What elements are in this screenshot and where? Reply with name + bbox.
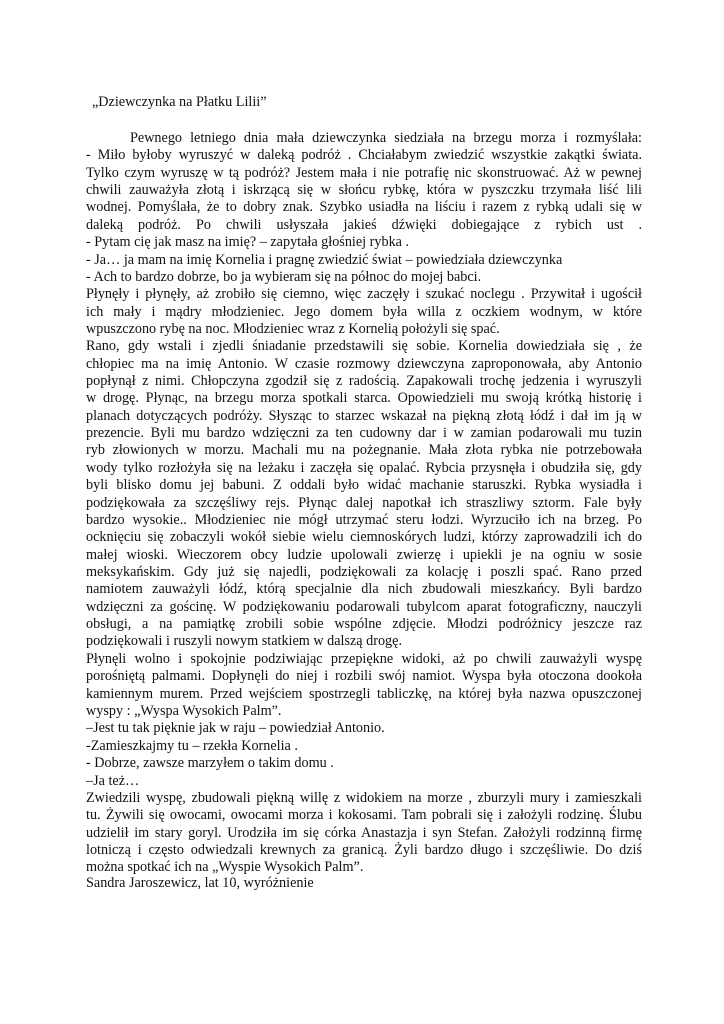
story-line: namiotem zauważyli łódź, którą specjalnie dla nich zbudowali mieszkańcy. Byli bardzo: [86, 581, 642, 597]
story-line: Zwiedzili wyspę, zbudowali piękną willę z widokiem na morze , zburzyli mury i zamieszkali: [86, 790, 642, 806]
story-line: Rano, gdy wstali i zjedli śniadanie przedstawili się sobie. Kornelia dowiedziała się , że: [86, 338, 642, 354]
story-line: - Dobrze, zawsze marzyłem o takim domu .: [86, 755, 334, 771]
document-title: „Dziewczynka na Płatku Lilii”: [92, 94, 267, 110]
story-line: małej wioski. Wieczorem obcy ludzie upolowali zwierzę i upiekli je na ogniu w sosie: [86, 547, 642, 563]
story-line: - Ja… ja mam na imię Kornelia i pragnę zwiedzić świat – powiedziała dziewczynka: [86, 252, 563, 268]
story-line: wpuszczono rybę na noc. Młodzieniec wraz z Kornelią położyli się spać.: [86, 321, 500, 337]
author-signature: Sandra Jaroszewicz, lat 10, wyróżnienie: [86, 875, 314, 891]
story-line: wodnej. Pomyślała, że to dobry znak. Szybko usiadła na liściu i razem z rybką udali się w: [86, 199, 642, 215]
story-line: byli blisko domu jej babuni. Z oddali było widać machanie staruszki. Rybka wysiadła i: [86, 477, 642, 493]
story-line: porośniętą palmami. Dopłynęli do niej i rozbili swój namiot. Wyspa była otoczona dookoła: [86, 668, 642, 684]
story-line: -Zamieszkajmy tu – rzekła Kornelia .: [86, 738, 298, 754]
story-line: w drogę. Płynąc, na brzegu morza spotkali starca. Opowiedzieli mu swoją krótką historię i: [86, 390, 642, 406]
story-line: popłynął z nimi. Chłopczyna zgodził się z radością. Zapakowali trochę jedzenia i wyruszyli: [86, 373, 642, 389]
story-line: Płynęły i płynęły, aż zrobiło się ciemno, więc zaczęły i szukać noclegu . Przywitał i ugościł: [86, 286, 642, 302]
story-line: Tylko czym wyruszę w tą podróż? Jestem mała i nie potrafię nic skonstruować. Aż w pewnej: [86, 165, 642, 181]
story-line: można spotkać ich na „Wyspie Wysokich Palm”.: [86, 859, 364, 875]
story-line: wdzięczni za gościnę. W podziękowaniu podarowali tubylcom aparat fotograficzny, nauczyli: [86, 599, 642, 615]
story-line: kamiennym murem. Przed wejściem spostrzegli tabliczkę, na której była nazwa opuszczonej: [86, 686, 642, 702]
story-line: lotniczą i często odwiedzali krewnych za granicą. Żyli bardzo długo i szczęśliwie. Do dziś: [86, 842, 642, 858]
story-line: planach dotyczących podróży. Słysząc to starzec wskazał na piękną złotą łódź i dał im ją w: [86, 408, 642, 424]
story-line: Pewnego letniego dnia mała dziewczynka siedziała na brzegu morza i rozmyślała:: [130, 130, 642, 146]
story-line: ich mały i mądry młodzieniec. Jego domem była willa z oczkiem wodnym, w które: [86, 304, 642, 320]
story-line: wody tylko rozłożyła się na leżaku i zaczęła się opalać. Rybcia przysnęła i obudziła się, gdy: [86, 460, 642, 476]
story-line: chwili zauważyła złotą i iskrzącą się w słońcu rybkę, która w pyszczku trzymała liść lili: [86, 182, 642, 198]
story-line: –Jest tu tak pięknie jak w raju – powiedział Antonio.: [86, 720, 385, 736]
story-line: –Ja też…: [86, 773, 140, 789]
story-line: ocknięciu się zobaczyli wokół siebie wielu ciemnoskórych ludzi, którzy zaprowadzili ich do: [86, 529, 642, 545]
story-line: - Ach to bardzo dobrze, bo ja wybieram się na północ do mojej babci.: [86, 269, 482, 285]
story-line: prezencie. Byli mu bardzo wdzięczni za ten cudowny dar i w zamian podarowali mu tuzin: [86, 425, 642, 441]
story-line: meksykańskim. Gdy już się najedli, podziękowali za kolację i poszli spać. Rano przed: [86, 564, 642, 580]
story-line: podziękowali i ruszyli nowym statkiem w dalszą drogę.: [86, 633, 402, 649]
story-line: chłopiec ma na imię Antonio. W czasie rozmowy dziewczyna zaproponowała, aby Antonio: [86, 356, 642, 372]
story-line: tu. Żywili się owocami, owocami morza i kokosami. Tam pobrali się i założyli rodzinę. Ślubu: [86, 807, 642, 823]
story-line: bardzo wysokie.. Młodzieniec nie mógł utrzymać steru łodzi. Wyrzuciło ich na brzeg. Po: [86, 512, 642, 528]
story-line: - Miło byłoby wyruszyć w daleką podróż . Chciałabym zwiedzić wszystkie zakątki świata.: [86, 147, 642, 163]
story-line: - Pytam cię jak masz na imię? – zapytała głośniej rybka .: [86, 234, 410, 250]
story-line: podziękowała za szczęśliwy rejs. Płynąc dalej napotkał ich straszliwy sztorm. Fale były: [86, 495, 642, 511]
story-line: udzielił im stary goryl. Urodziła im się córka Anastazja i syn Stefan. Założyli rodzinną firmę: [86, 825, 642, 841]
story-line: wyspy : „Wyspa Wysokich Palm”.: [86, 703, 282, 719]
story-line: daleką podróż. Po chwili usłyszała jakieś dźwięki dobiegające z rybich ust .: [86, 217, 642, 233]
story-line: Płynęli wolno i spokojnie podziwiając przepiękne widoki, aż po chwili zauważyli wyspę: [86, 651, 642, 667]
story-line: ryb złowionych w morzu. Machali mu na pożegnanie. Mała złota rybka nie potrzebowała: [86, 442, 642, 458]
story-line: obsługi, a na pamiątkę zrobili sobie wspólne zdjęcie. Młodzi podróżnicy jeszcze raz: [86, 616, 642, 632]
